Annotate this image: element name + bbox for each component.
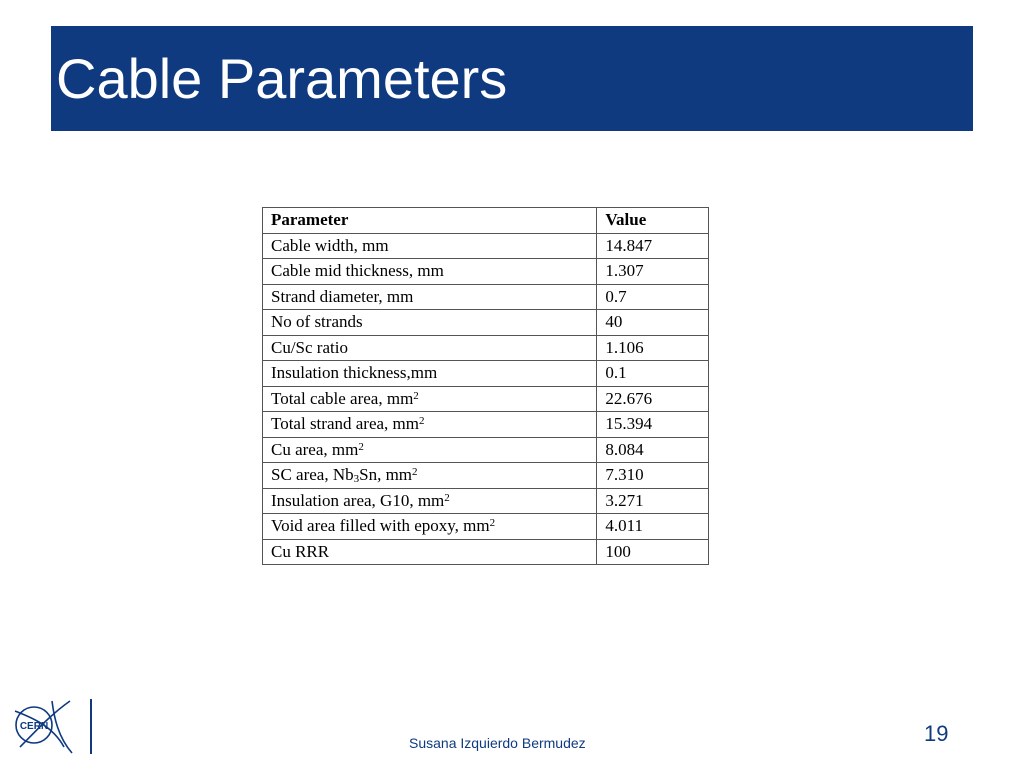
parameter-cell (263, 310, 597, 336)
table-row (263, 284, 709, 310)
header-parameter: Parameter (263, 208, 597, 234)
unit-superscript: 2 (358, 440, 364, 453)
value-cell: 7.310 (597, 463, 709, 489)
parameter-cell (263, 412, 597, 438)
unit-superscript: 2 (418, 415, 425, 428)
parameter-text: Cu RRR (271, 541, 330, 561)
parameter-cell (263, 463, 597, 489)
parameter-text-continued: Sn, mm (359, 465, 413, 485)
cern-logo (12, 697, 74, 755)
value-cell: 1.307 (597, 259, 709, 285)
footer-divider (90, 699, 92, 754)
table-row (263, 335, 709, 361)
parameter-cell (263, 437, 597, 463)
parameter-cell (263, 284, 597, 310)
table-row (263, 310, 709, 336)
parameter-cell (263, 259, 597, 285)
table-row (263, 361, 709, 387)
value-cell: 100 (597, 539, 709, 565)
table-row (263, 437, 709, 463)
parameter-text: Total cable area, mm (271, 388, 414, 408)
parameter-text: Cu/Sc ratio (271, 337, 348, 357)
value-cell: 0.1 (597, 361, 709, 387)
value-cell: 15.394 (597, 412, 709, 438)
table-row (263, 488, 709, 514)
parameter-cell (263, 386, 597, 412)
page-number: 19 (924, 721, 949, 746)
value-cell: 40 (597, 310, 709, 336)
slide-title: Cable Parameters (56, 47, 508, 110)
parameter-text: Void area filled with epoxy, mm (271, 516, 490, 536)
parameter-cell (263, 361, 597, 387)
table-header-row (263, 208, 709, 234)
title-banner (51, 26, 973, 131)
table-row (263, 412, 709, 438)
value-cell: 1.106 (597, 335, 709, 361)
unit-superscript: 2 (413, 389, 419, 402)
value-cell: 0.7 (597, 284, 709, 310)
table-row (263, 463, 709, 489)
unit-superscript: 2 (412, 466, 418, 479)
table-row (263, 259, 709, 285)
parameter-cell (263, 335, 597, 361)
table-row (263, 233, 709, 259)
cern-logo-text: CERN (19, 721, 49, 732)
value-cell: 8.084 (597, 437, 709, 463)
parameter-text: Insulation thickness,mm (271, 363, 438, 383)
value-cell: 22.676 (597, 386, 709, 412)
parameter-text: Strand diameter, mm (271, 286, 414, 306)
table-row (263, 514, 709, 540)
parameter-text: No of strands (271, 312, 363, 332)
parameter-text: SC area, Nb (271, 465, 354, 485)
unit-superscript: 2 (444, 491, 450, 504)
parameter-cell (263, 514, 597, 540)
parameter-text: Total strand area, mm (271, 414, 419, 434)
parameter-text: Insulation area, G10, mm (271, 490, 445, 510)
parameter-cell (263, 233, 597, 259)
footer-author: Susana Izquierdo Bermudez (409, 735, 586, 751)
cern-logo-arc-line (52, 701, 72, 753)
parameter-cell (263, 539, 597, 565)
table-row (263, 386, 709, 412)
value-cell: 4.011 (597, 514, 709, 540)
parameter-text: Cable mid thickness, mm (271, 261, 444, 281)
unit-superscript: 2 (489, 517, 496, 530)
parameter-text: Cu area, mm (271, 439, 359, 459)
cable-parameters-table (262, 207, 709, 565)
header-value: Value (597, 208, 709, 234)
parameter-cell (263, 488, 597, 514)
value-cell: 3.271 (597, 488, 709, 514)
value-cell: 14.847 (597, 233, 709, 259)
table-row (263, 539, 709, 565)
parameter-text: Cable width, mm (271, 235, 389, 255)
table-body (263, 233, 709, 565)
parameter-subscript: 3 (353, 473, 360, 486)
